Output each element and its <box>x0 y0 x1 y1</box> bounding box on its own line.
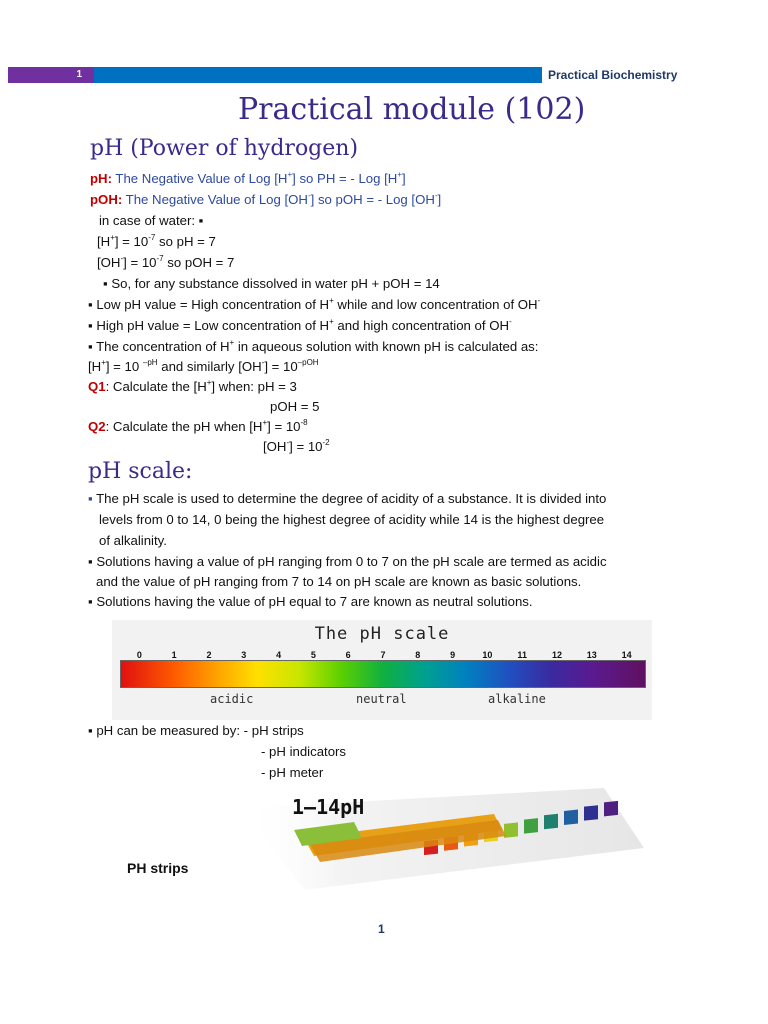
ph-scale-para2-line2: and the value of pH ranging from 7 to 14 on pH scale are known as basic solutions. <box>96 574 582 589</box>
ph-range-label: 1–14pH <box>292 795 365 819</box>
formula-text-3: and similarly [OH <box>157 359 262 374</box>
ph-scale-number: 1 <box>171 650 177 660</box>
header-running-title: Practical Biochemistry <box>548 68 678 82</box>
ph-def-text-2: ] so PH = - Log [H <box>292 171 398 186</box>
strip-swatch <box>564 809 578 824</box>
sup-plus: + <box>229 338 235 347</box>
formula-text-2: ] = 10 <box>105 359 143 374</box>
sup-plus: + <box>101 358 106 367</box>
water-oh-text: [OH <box>97 255 121 270</box>
sup-plus: + <box>206 378 212 387</box>
poh-def-text-2: ] so pOH = - Log [OH <box>310 192 435 207</box>
sup-plus: + <box>262 418 268 427</box>
ph-scale-number: 5 <box>310 650 316 660</box>
header-page-number: 1 <box>8 67 94 83</box>
ph-scale-labels <box>120 692 644 708</box>
sup-exp: –pOH <box>297 358 319 367</box>
ph-scale-number: 7 <box>380 650 386 660</box>
poh-definition <box>90 192 441 208</box>
sup-minus: - <box>537 296 541 305</box>
ph-scale-number: 10 <box>482 650 493 660</box>
ph-scale-para1-line2: levels from 0 to 14, 0 being the highest degree of acidity while 14 is the highest degree <box>99 512 605 527</box>
formula-text: [H <box>88 359 102 374</box>
sup-minus: - <box>508 317 512 326</box>
sup-minus: - <box>261 358 265 367</box>
sup-plus: + <box>329 317 334 326</box>
poh-def-text: The Negative Value of Log [OH <box>122 192 308 207</box>
water-h-val: ] = 10 <box>114 234 149 249</box>
question-2 <box>88 419 308 435</box>
ph-scale-para2-line1: ▪ Solutions having a value of pH ranging from 0 to 7 on the pH scale are termed as acidic <box>88 554 607 569</box>
ph-definition <box>90 171 406 187</box>
ph-def-text-3: ] <box>401 171 406 186</box>
ph-scale-color-bar <box>120 660 646 688</box>
water-oh-line <box>97 255 234 271</box>
formula-text-4: ] = 10 <box>264 359 298 374</box>
question-2-line2 <box>263 439 330 455</box>
sup-plus: + <box>329 296 334 305</box>
q2-line2-text: [OH <box>263 439 287 454</box>
strip-swatch <box>544 814 558 829</box>
low-ph-line <box>88 297 540 313</box>
q1-label: Q1 <box>88 379 106 394</box>
strip-swatch <box>524 818 538 833</box>
ph-scale-para1-line3: of alkalinity. <box>99 533 167 548</box>
strip-swatch <box>504 822 518 837</box>
conc-text: ▪ The concentration of H <box>88 339 230 354</box>
measure-item-meter: - pH meter <box>261 765 324 780</box>
conc-text-2: in aqueous solution with known pH is calculated as: <box>234 339 539 354</box>
q2-text: : Calculate the pH when [H <box>105 419 263 434</box>
section-heading-ph-scale: pH scale: <box>88 459 193 484</box>
alkaline-label: alkaline <box>488 692 546 706</box>
ph-scale-figure <box>112 620 652 720</box>
sup-exp: -7 <box>156 254 164 263</box>
ph-scale-number: 12 <box>551 650 563 660</box>
ph-scale-number: 13 <box>586 650 597 660</box>
water-h-result: so pH = 7 <box>155 234 216 249</box>
strip-swatch <box>584 805 598 820</box>
ph-scale-number: 2 <box>206 650 212 660</box>
ph-scale-figure-title: The pH scale <box>314 624 450 644</box>
water-intro: in case of water: ▪ <box>99 213 204 228</box>
sup-exp: –pH <box>142 358 158 367</box>
ph-scale-number: 9 <box>450 650 456 660</box>
q2-text-2: ] = 10 <box>267 419 301 434</box>
ph-scale-number: 14 <box>621 650 632 660</box>
para-text: The pH scale is used to determine the degree of acidity of a substance. It is divided into <box>96 491 607 506</box>
poh-def-text-3: ] <box>437 192 442 207</box>
water-oh-result: so pOH = 7 <box>163 255 235 270</box>
acidic-label: acidic <box>210 692 254 706</box>
water-h-text: [H <box>97 234 111 249</box>
sup-minus: - <box>286 438 290 447</box>
footer-page-number: 1 <box>378 922 385 936</box>
poh-label: pOH: <box>90 192 123 207</box>
section-heading-ph: pH (Power of hydrogen) <box>90 136 359 161</box>
strip-swatch <box>604 801 618 816</box>
q2-line2-text-2: ] = 10 <box>289 439 323 454</box>
ph-scale-number: 11 <box>517 650 527 660</box>
concentration-line <box>88 339 538 355</box>
bullet: ▪ <box>88 491 93 506</box>
high-text-2: and high concentration of OH <box>333 318 509 333</box>
sup-plus: + <box>397 170 402 179</box>
ph-scale-number: 4 <box>276 650 282 660</box>
ph-label: pH: <box>90 171 112 186</box>
measure-item-indicators: - pH indicators <box>261 744 347 759</box>
sup-exp: -2 <box>322 438 330 447</box>
sup-minus: - <box>434 191 438 200</box>
q2-label: Q2 <box>88 419 106 434</box>
page-title: Practical module (102) <box>238 92 586 127</box>
high-text: ▪ High pH value = Low concentration of H <box>88 318 330 333</box>
measure-intro: ▪ pH can be measured by: - pH strips <box>88 723 304 738</box>
ph-scale-number: 3 <box>241 650 247 660</box>
ph-scale-para1-line1 <box>88 491 606 507</box>
q1-text-2: ] when: pH = 3 <box>211 379 297 394</box>
sup-plus: + <box>287 170 293 179</box>
sup-exp: -8 <box>300 418 308 427</box>
ph-def-text: The Negative Value of Log [H <box>111 171 288 186</box>
sup-plus: + <box>110 233 115 242</box>
ph-scale-number: 0 <box>136 650 142 660</box>
question-1 <box>88 379 297 395</box>
ph-strips-caption: PH strips <box>127 860 189 876</box>
ph-scale-para3: ▪ Solutions having the value of pH equal to 7 are known as neutral solutions. <box>88 594 533 609</box>
sup-exp: -7 <box>148 233 156 242</box>
low-text: ▪ Low pH value = High concentration of H <box>88 297 330 312</box>
sup-minus: - <box>120 254 124 263</box>
sup-minus: - <box>307 191 311 200</box>
ph-scale-number: 6 <box>345 650 351 660</box>
ph-scale-number: 8 <box>415 650 421 660</box>
low-text-2: while and low concentration of OH <box>333 297 538 312</box>
sum-line: ▪ So, for any substance dissolved in water pH + pOH = 14 <box>103 276 440 291</box>
q1-text: : Calculate the [H <box>105 379 207 394</box>
water-h-line <box>97 234 216 250</box>
header-bar <box>94 67 542 83</box>
formula-line <box>88 359 319 375</box>
water-oh-val: ] = 10 <box>123 255 157 270</box>
high-ph-line <box>88 318 512 334</box>
question-1-line2: pOH = 5 <box>270 399 320 414</box>
neutral-label: neutral <box>356 692 407 706</box>
